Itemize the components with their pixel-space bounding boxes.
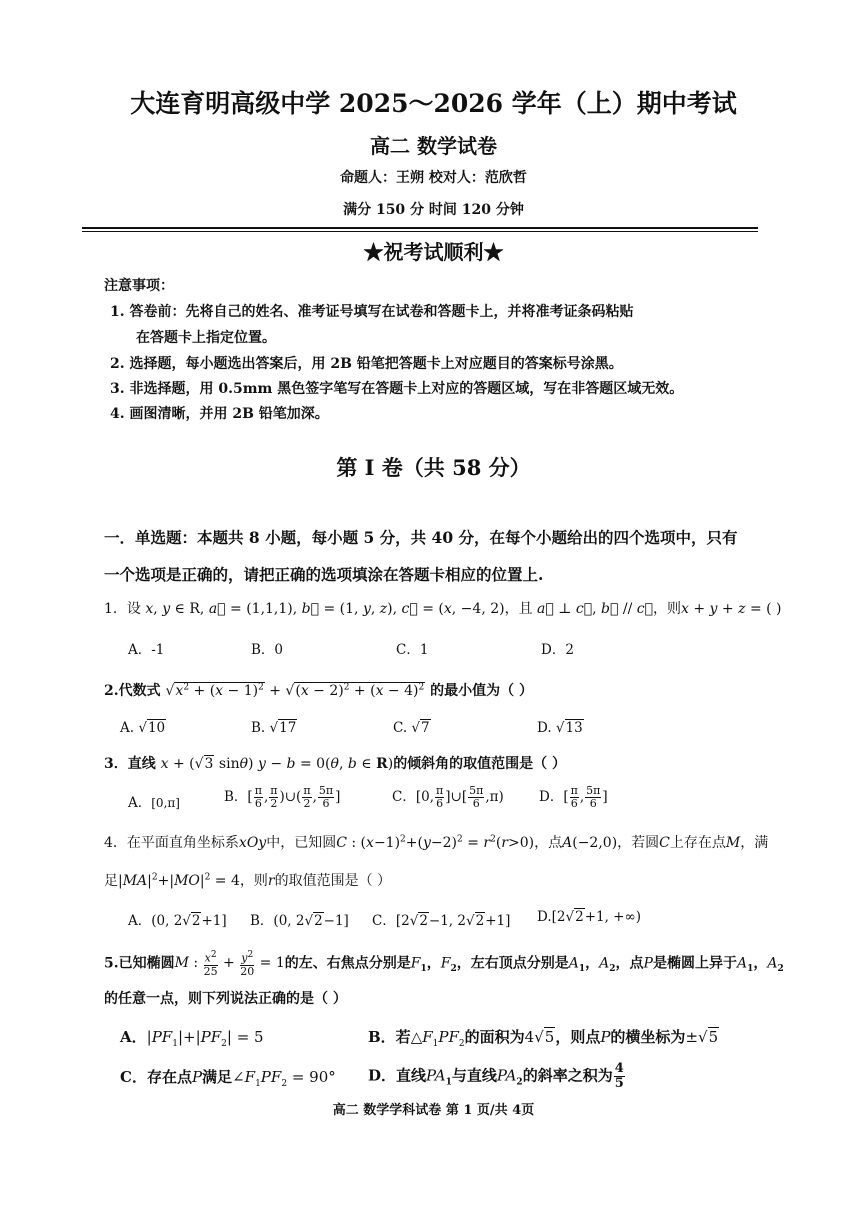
note-item-3: 3. 非选择题，用 0.5mm 黑色签字笔写在答题卡上对应的答题区域，写在非答题区域无效。 — [110, 381, 684, 397]
q4-option-b: B．(0, 2√2−1] — [250, 913, 349, 929]
q2-number: 2. — [104, 683, 119, 699]
q4-line2-end: ，则 — [239, 873, 268, 889]
q2-option-c: C. √7 — [393, 720, 430, 736]
section-intro-line2: 一个选项是正确的，请把正确的选项填涂在答题卡相应的位置上. — [104, 565, 544, 584]
q2-text-end: 的最小值为（ ） — [425, 683, 533, 699]
q5-line1-mid2: ，左右顶点分别是 — [456, 955, 569, 972]
q2-option-d-value: 13 — [565, 720, 583, 736]
q4-option-c: C．[2√2−1, 2√2+1] — [372, 913, 511, 929]
notes-heading: 注意事项： — [104, 278, 174, 294]
q5-option-d: D．直线$PA_1$与直线$PA_2$的斜率之积为 $\frac{4}{5}$ — [368, 1061, 624, 1091]
q3-text-prefix: 直线 — [127, 756, 156, 772]
q4-line1-mid: 中，已知圆 — [266, 835, 337, 851]
q3-option-c-label: C． — [392, 789, 416, 805]
q5-option-c-text: 满足 — [202, 1068, 233, 1086]
question-4-line1: 4．在平面直角坐标系xOy中，已知圆C : $(x-1)^2+(y-2)^2 = r^2(r>0)$，点A(−2,0)，若圆C上存在点M，满 — [104, 834, 769, 851]
question-5-line1: 5.已知椭圆M : $\frac{x^2}{25}$ + $\frac{y^2}{20}$ = 1的左、右焦点分别是$F_1$，$F_2$，左右顶点分别是$A_1$，$A_2$，点P是椭圆上异于$A_1$，$A_2$ — [104, 950, 784, 978]
q5-option-d-text: 与直线 — [451, 1066, 497, 1085]
q3-number: 3． — [104, 756, 128, 772]
q1-text-end: ，则 — [653, 601, 681, 617]
question-4-line2: 足$|MA|^2+|MO|^2 = 4$，则r的取值范围是（ ） — [104, 872, 392, 889]
q3-option-a — [128, 791, 180, 811]
q1-option-c: C．1 — [396, 642, 429, 658]
good-luck-banner: ★祝考试顺利★ — [363, 240, 504, 264]
q5-option-d-label: D．直线 — [368, 1066, 427, 1085]
q2-option-b: B. √17 — [251, 720, 297, 736]
q5-line1-end2: 是椭圆上异于 — [652, 955, 737, 972]
q5-option-b: B．若$\triangle F_1PF_2$的面积为4√5，则点P的横坐标为±√5 — [368, 1028, 719, 1049]
q4-line2-tail: 的取值范围是（ ） — [274, 873, 392, 889]
q5-line1-prefix: 已知椭圆 — [118, 955, 175, 972]
q1-number: 1． — [104, 601, 127, 617]
exam-subtitle: 高二 数学试卷 — [370, 134, 497, 158]
q3-option-d: D．[ $\frac{\pi}{6}$ , $\frac{5\pi}{6}$ ] — [539, 784, 608, 810]
q5-option-a-label: A． — [120, 1028, 147, 1046]
q5-option-c: C．存在点P满足$\angle F_1PF_2 = 90^\circ$ — [120, 1068, 336, 1089]
q5-option-b-text2: ，则点 — [555, 1028, 601, 1046]
q5-option-b-label: B．若 — [368, 1028, 411, 1046]
q3-option-a-value: [0,π] — [151, 796, 180, 810]
q4-line1-end: ，若圆 — [617, 835, 660, 851]
q5-line1-mid: 的左、右焦点分别是 — [284, 955, 411, 972]
q2-option-a-value: 10 — [147, 720, 166, 736]
q4-option-a: A．(0, 2√2+1] — [128, 913, 227, 929]
q4-line1-end2: 上存在点 — [669, 835, 726, 851]
q4-option-a-label: A． — [128, 913, 152, 929]
q1-option-b: B．0 — [251, 642, 284, 658]
q4-option-c-label: C． — [372, 913, 396, 929]
header-divider-thin — [82, 231, 758, 232]
note-item-2: 2. 选择题，每小题选出答案后，用 2B 铅笔把答题卡上对应题目的答案标号涂黑。 — [110, 356, 623, 372]
q1-text-tail: = ( ) — [749, 601, 782, 617]
q3-option-c: C．[0, $\frac{\pi}{6}$ ]∪[ $\frac{5\pi}{6}$ ,π) — [392, 784, 504, 810]
q2-option-d-label: D. — [537, 720, 552, 736]
note-item-1-cont: 在答题卡上指定位置。 — [136, 330, 276, 346]
q4-line1-mid2: ，点 — [534, 835, 563, 851]
q5-option-d-text2: 的斜率之积为 — [522, 1066, 613, 1085]
q5-number: 5. — [104, 955, 119, 972]
q2-text-prefix: 代数式 — [118, 683, 161, 699]
q1-text-prefix: 设 — [126, 601, 141, 617]
q4-option-b-label: B． — [250, 913, 274, 929]
q4-line1-tail: ，满 — [740, 835, 769, 851]
question-2: 2.代数式 $√x^2 + (x - 1)^2 + √(x - 2)^2 + (x - 4)^2$ 的最小值为（ ） — [104, 682, 533, 699]
q4-option-d: D.[2√2+1, +∞) — [537, 909, 642, 925]
q4-number: 4． — [104, 835, 127, 851]
q2-option-c-label: C. — [393, 720, 408, 736]
question-3: 3．直线 x + (√3 sinθ) y − b = 0(θ, b ∈ R)的倾斜角的取值范围是（ ） — [104, 756, 567, 772]
q3-option-b-label: B． — [224, 789, 248, 805]
section-intro-line1: 一．单选题：本题共 8 小题，每小题 5 分，共 40 分，在每个小题给出的四个选项中，只有 — [104, 528, 738, 547]
section-title: 第 I 卷（共 58 分） — [336, 455, 531, 480]
q2-option-d: D. √13 — [537, 720, 583, 736]
exam-score-time: 满分 150 分 时间 120 分钟 — [343, 202, 524, 218]
q4-line1-prefix: 在平面直角坐标系 — [126, 835, 239, 851]
q2-option-b-value: 17 — [279, 720, 297, 736]
q3-option-a-label: A． — [128, 795, 152, 811]
q3-option-d-label: D． — [539, 789, 564, 805]
q4-option-d-label: D. — [537, 909, 552, 925]
q1-text-mid: ，且 — [504, 601, 533, 617]
question-5-line2: 的任意一点，则下列说法正确的是（ ） — [104, 991, 347, 1007]
q3-text-end: 的倾斜角的取值范围是（ ） — [393, 756, 567, 772]
q5-option-a: A．$|PF_1|+|PF_2| = 5$ — [120, 1028, 264, 1049]
note-item-4: 4. 画图清晰，并用 2B 铅笔加深。 — [110, 406, 329, 422]
q4-line2-prefix: 足 — [104, 873, 118, 889]
q2-option-b-label: B. — [251, 720, 266, 736]
q5-line1-end: ，点 — [615, 955, 644, 972]
note-item-1: 1. 答卷前：先将自己的姓名、准考证号填写在试卷和答题卡上，并将准考证条码粘贴 — [110, 304, 634, 320]
q1-option-a: A．-1 — [128, 642, 165, 658]
exam-authors: 命题人：王朔 校对人：范欣哲 — [340, 170, 527, 186]
question-1: 1．设 x, y ∈ R, a⃗ = (1,1,1), b⃗ = (1, y, z), c⃗ = (x, −4, 2)，且 a⃗ ⊥ c⃗, b⃗ // c⃗，则x + y + z = ( ) — [104, 601, 782, 617]
q2-option-a: A. √10 — [120, 720, 166, 736]
q3-option-b: B．[ $\frac{\pi}{6}$ , $\frac{\pi}{2}$ )∪( $\frac{\pi}{2}$ , $\frac{5\pi}{6}$ ] — [224, 784, 341, 810]
page-footer: 高二 数学学科试卷 第 1 页/共 4页 — [332, 1103, 535, 1118]
q1-option-d: D．2 — [541, 642, 574, 658]
q5-option-b-text: 的面积为 — [464, 1028, 525, 1046]
q2-option-a-label: A. — [120, 720, 135, 736]
q2-option-c-value: 7 — [421, 720, 430, 736]
exam-title: 大连育明高级中学 2025～2026 学年（上）期中考试 — [130, 89, 737, 118]
header-divider — [82, 227, 758, 229]
q5-option-c-label: C．存在点 — [120, 1068, 192, 1086]
q5-option-b-text3: 的横坐标为 — [610, 1028, 686, 1046]
